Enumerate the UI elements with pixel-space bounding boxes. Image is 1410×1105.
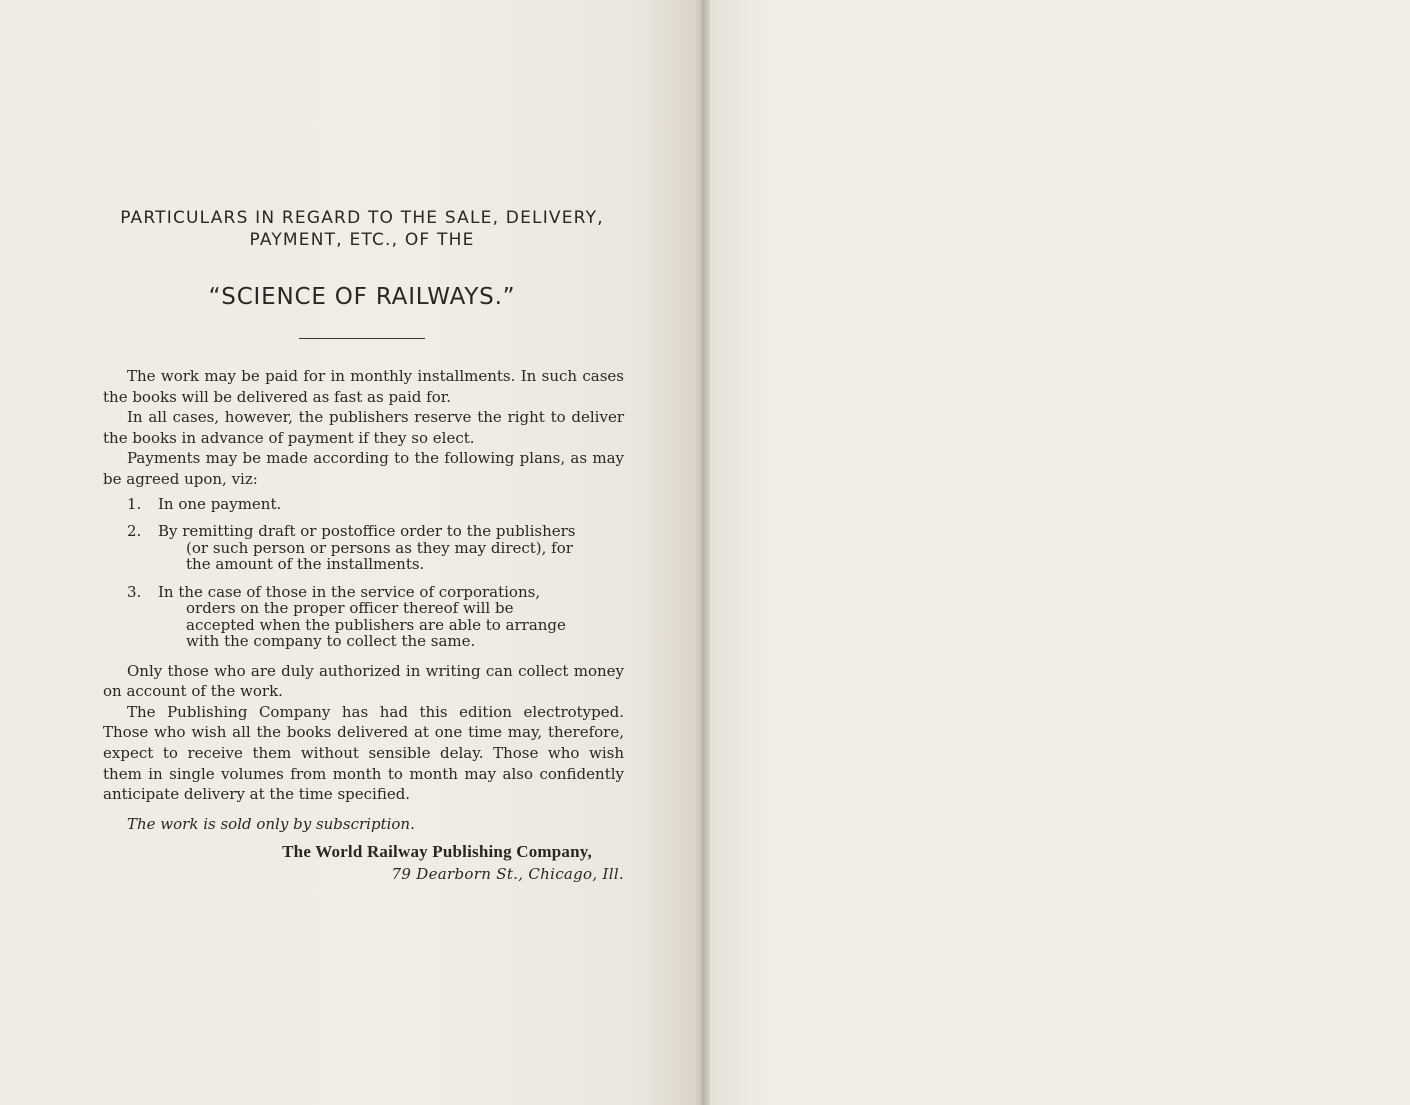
heading-line-1: PARTICULARS IN REGARD TO THE SALE, DELIVERY, [120, 208, 604, 228]
publisher-name: The World Railway Publishing Company, [282, 842, 592, 862]
book-title: “SCIENCE OF RAILWAYS.” [208, 284, 516, 310]
heading-line-2: PAYMENT, ETC., OF THE [249, 230, 475, 250]
divider-rule [299, 338, 425, 339]
heading [100, 207, 624, 251]
list-item-number: 2. [127, 522, 142, 541]
paragraph-advance-delivery: In all cases, however, the publishers reserve the right to deliver the books in advance of payment if they so elect. [103, 408, 624, 447]
list-item [127, 584, 582, 650]
list-item [127, 523, 582, 573]
list-item [127, 496, 582, 513]
list-item-text: In one payment. [158, 494, 282, 513]
publisher-address: 79 Dearborn St., Chicago, Ill. [391, 864, 624, 883]
list-item-number: 1. [127, 494, 142, 513]
paragraph-installments: The work may be paid for in monthly installments. In such cases the books will be delivered as fast as paid for. [103, 367, 624, 406]
list-item-text: In the case of those in the service of corporations, orders on the proper officer thereof will be accepted when the publishers are able to arrange with the company to collect the same. [158, 582, 566, 651]
left-page [0, 0, 698, 1105]
body-text [103, 366, 624, 885]
list-item-text: By remitting draft or postoffice order to the publishers (or such person or persons as they may direct), for the amount of the installments. [158, 522, 576, 574]
plan-list [103, 496, 624, 650]
right-page-blank [710, 0, 1410, 1105]
paragraph-electrotyped: The Publishing Company has had this edition electrotyped. Those who wish all the books delivered at one time may, therefore, expect to receive them without sensible delay. Those who wish them in single volumes from month to month may also confidently anticipate delivery at the time specified. [103, 702, 624, 804]
subscription-notice: The work is sold only by subscription. [127, 814, 415, 833]
paragraph-payment-plans: Payments may be made according to the following plans, as may be agreed upon, viz: [103, 449, 624, 488]
list-item-number: 3. [127, 582, 142, 601]
book-gutter [694, 0, 710, 1105]
paragraph-authorized-collectors: Only those who are duly authorized in writing can collect money on account of the work. [103, 661, 624, 701]
